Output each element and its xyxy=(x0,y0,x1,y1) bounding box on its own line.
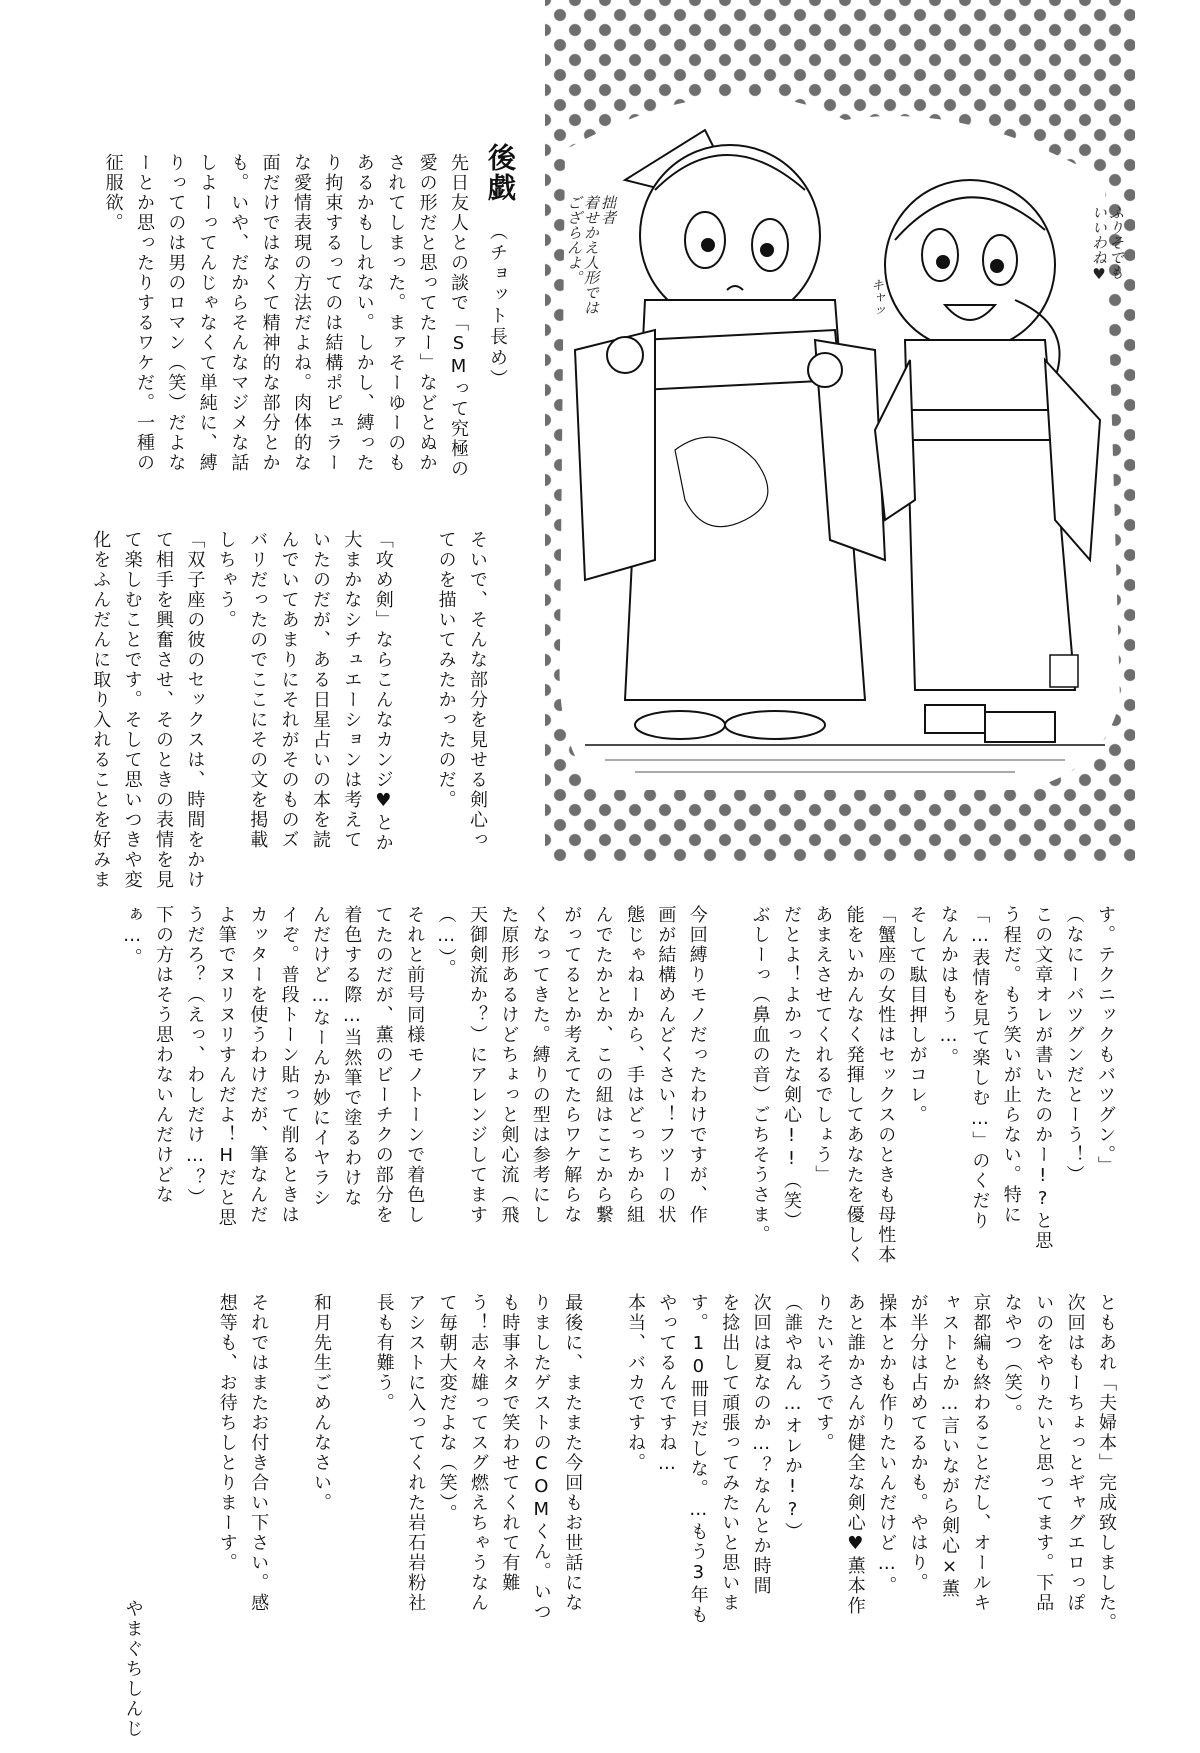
block-c-column: う程だ。もう笑いが止らない。特に xyxy=(1000,905,1022,1225)
speech-note-middle: キャッ xyxy=(868,278,883,317)
speech-note-right xyxy=(1090,205,1124,283)
block-c-column: 着色する際…当然筆で塗るわけな xyxy=(341,905,363,1208)
block-d-column: 本当、バカですね。 xyxy=(625,1293,646,1473)
block-b-column: しちゃう。 xyxy=(215,530,237,630)
block-d-column: りましたゲストのCOMくん。いつ xyxy=(530,1293,552,1622)
block-d-column: なやつ（笑）。 xyxy=(1001,1293,1023,1424)
block-a-column: しよーってんじゃなくて単純に、縛 xyxy=(196,153,218,473)
block-d-column: （誰やねん…オレか!?） xyxy=(782,1293,803,1542)
block-d-column: す。10冊目だしな。…もう3年も xyxy=(687,1293,709,1625)
block-d-column: あと誰かさんが健全な剣心♥薫本作 xyxy=(844,1293,866,1616)
block-b-column: てのを描いてみたかったのだ。 xyxy=(435,530,457,810)
block-d-column: て毎朝大変だよな（笑）。 xyxy=(436,1293,458,1524)
block-c-column: （なにーバツグンだとーう！） xyxy=(1063,905,1085,1185)
block-b-column: んでいてあまりにそれがそのものズ xyxy=(278,530,300,850)
block-d-column: 想等も、お待ちしとりまーす。 xyxy=(216,1293,238,1573)
block-d-column: 京都編も終わることだし、オールキ xyxy=(970,1293,992,1613)
block-c-column: んでたかとか、この紐はここから繋 xyxy=(592,905,614,1225)
speech-note-left xyxy=(565,195,616,315)
block-b-column: 化をふんだんに取り入れることを好みま xyxy=(90,530,112,890)
block-d-column: ともあれ「夫婦本」完成致しました。 xyxy=(1096,1293,1117,1633)
block-d-column: いのをやりたいと思ってます。下品 xyxy=(1033,1293,1055,1613)
block-d-column: を捻出して頑張ってみたいと思いま xyxy=(719,1293,741,1613)
block-d-column: が半分は占めてるかも。やはり。 xyxy=(907,1293,929,1593)
block-d-column: 最後に、またまた今回もお世話にな xyxy=(562,1293,584,1613)
block-a-column: 愛の形だと思ってたー」などとぬか xyxy=(416,153,438,473)
block-b-column: そいで、そんな部分を見せる剣心っ xyxy=(467,530,488,850)
block-c-column: あまえさせてくれるでしょう」 xyxy=(812,905,834,1185)
block-c-column: それと前号同様モノトーンで着色し xyxy=(404,905,426,1225)
block-d-column: 次回はもーちょっとギャグエロっぽ xyxy=(1064,1293,1086,1613)
block-c-column: 下の方はそう思わないんだけどな xyxy=(153,905,174,1205)
block-b-column: て楽しむことです。そして思いつきや変 xyxy=(121,530,143,890)
block-c-column: ぁ…。 xyxy=(121,905,143,968)
artist-seal xyxy=(1050,655,1078,687)
block-a-column: あるかもしれない。しかし、縛った xyxy=(353,153,375,473)
block-d-column: う！志々雄ってスグ燃えちゃうなん xyxy=(468,1293,489,1613)
block-b-column: て相手を興奮させ、そのときの表情を見 xyxy=(153,530,174,890)
block-c-column: カッターを使うわけだが、筆なんだ xyxy=(247,905,269,1225)
block-c-column: そして駄目押しがコレ。 xyxy=(906,905,928,1125)
block-a-column: ーとか思ったりするワケだ。一種の xyxy=(134,153,155,473)
block-c-column: ぶしーっ（鼻血の音）ごちそうさま。 xyxy=(749,905,771,1245)
block-c-column: 天御剣流か？）にアレンジしてます xyxy=(467,905,488,1225)
block-c-column: 能をいかんなく発揮してあなたを優しく xyxy=(843,905,865,1265)
block-c-column: なんかはもう…。 xyxy=(938,905,959,1068)
block-d-column: りたいそうです。 xyxy=(813,1293,835,1453)
block-a-column: されてしまった。まァそーゆーのも xyxy=(385,153,407,473)
block-a-column: 先日友人との談で「SMって究極の xyxy=(448,153,469,479)
block-a-column: 征服欲。 xyxy=(102,153,124,233)
block-d-column: やまぐちしんじ xyxy=(122,1599,144,1739)
block-d-column: 操本とかも作りたいんだけど…。 xyxy=(876,1293,898,1596)
block-d-column: ャストとか…言いながら剣心×薫 xyxy=(939,1293,960,1599)
block-c-column: この文章オレが書いたのかー!?と思 xyxy=(1032,905,1054,1251)
block-c-column: くなってきた。縛りの型は参考にし xyxy=(529,905,551,1225)
block-c-column: 「…表情を見て楽しむ…」のくだり xyxy=(969,905,991,1231)
block-d-column: 和月先生ごめんなさい。 xyxy=(311,1293,332,1513)
block-c-column: がってるとか考えてたらワケ解らな xyxy=(561,905,583,1225)
block-d-column: も時事ネタで笑わせてくれて有難 xyxy=(499,1293,521,1593)
afterword-subheading: （チョット長め） xyxy=(487,222,508,390)
block-a-column: な愛情表現の方法だよね。肉体的な xyxy=(291,153,312,473)
block-b-column: 「双子座の彼のセックスは、時間をかけ xyxy=(184,530,206,890)
block-c-column: よ筆でヌリヌリすんだよ！Hだと思 xyxy=(215,905,237,1228)
block-b-column: 大まかなシチュエーションは考えて xyxy=(341,530,363,850)
block-b-column: いたのだが、ある日星占いの本を読 xyxy=(310,530,331,850)
block-c-column: だとよ！よかったな剣心!!（笑） xyxy=(781,905,802,1231)
block-d-column: やってるんですね… xyxy=(656,1293,678,1476)
block-c-column: 画が結構めんどくさい！フツーの状 xyxy=(655,905,677,1225)
block-c-column: うだろ？（えっ、わしだけ…？） xyxy=(184,905,206,1208)
block-a-column: り拘束するってのは結構ポピュラー xyxy=(322,153,344,473)
block-a-column: りってのは男のロマン（笑）だよな xyxy=(165,153,187,473)
block-c-column: 「蟹座の女性はセックスのときも母性本 xyxy=(875,905,897,1265)
note-line: ござらんよ。 xyxy=(565,195,583,285)
note-line: いいわね♥ xyxy=(1090,205,1108,283)
illustration xyxy=(545,0,1135,863)
block-d-column: 次回は夏なのか…？なんとか時間 xyxy=(750,1293,772,1596)
block-a-column: 面だけではなくて精神的な部分とか xyxy=(259,153,281,473)
block-b-column: 「攻め剣」ならこんなカンジ♥とか xyxy=(372,530,394,853)
block-c-column: 態じゃねーから、手はどっちから組 xyxy=(624,905,645,1225)
block-a-column: も。いや、だからそんなマジメな話 xyxy=(228,153,250,473)
note-line: 着せかえ人形では xyxy=(582,195,600,315)
block-d-column: 長も有難う。 xyxy=(373,1293,395,1413)
note-line: 拙者 xyxy=(599,195,617,225)
block-c-column: （…）。 xyxy=(435,905,457,979)
block-b-column: バリだったのでここにその文を掲載 xyxy=(247,530,269,850)
character-drawing xyxy=(545,0,1135,863)
block-d-column: アシストに入ってくれた岩石岩粉社 xyxy=(405,1293,427,1613)
block-d-column: それではまたお付き合い下さい。感 xyxy=(248,1293,270,1613)
block-c-column: す。テクニックもバツグン。」 xyxy=(1095,905,1116,1176)
block-c-column: んだけど…なーんか妙にイヤラシ xyxy=(310,905,331,1208)
note-line: ふりそでも xyxy=(1107,205,1125,280)
block-c-column: た原形あるけどちょっと剣心流（飛 xyxy=(498,905,520,1225)
afterword-heading: 後戯 xyxy=(484,143,517,203)
block-c-column: てたのだが、薫のビーチクの部分を xyxy=(372,905,394,1225)
block-c-column: 今回縛りモノだったわけですが、作 xyxy=(686,905,708,1225)
block-c-column: イぞ。普段トーン貼って削るときは xyxy=(278,905,300,1225)
